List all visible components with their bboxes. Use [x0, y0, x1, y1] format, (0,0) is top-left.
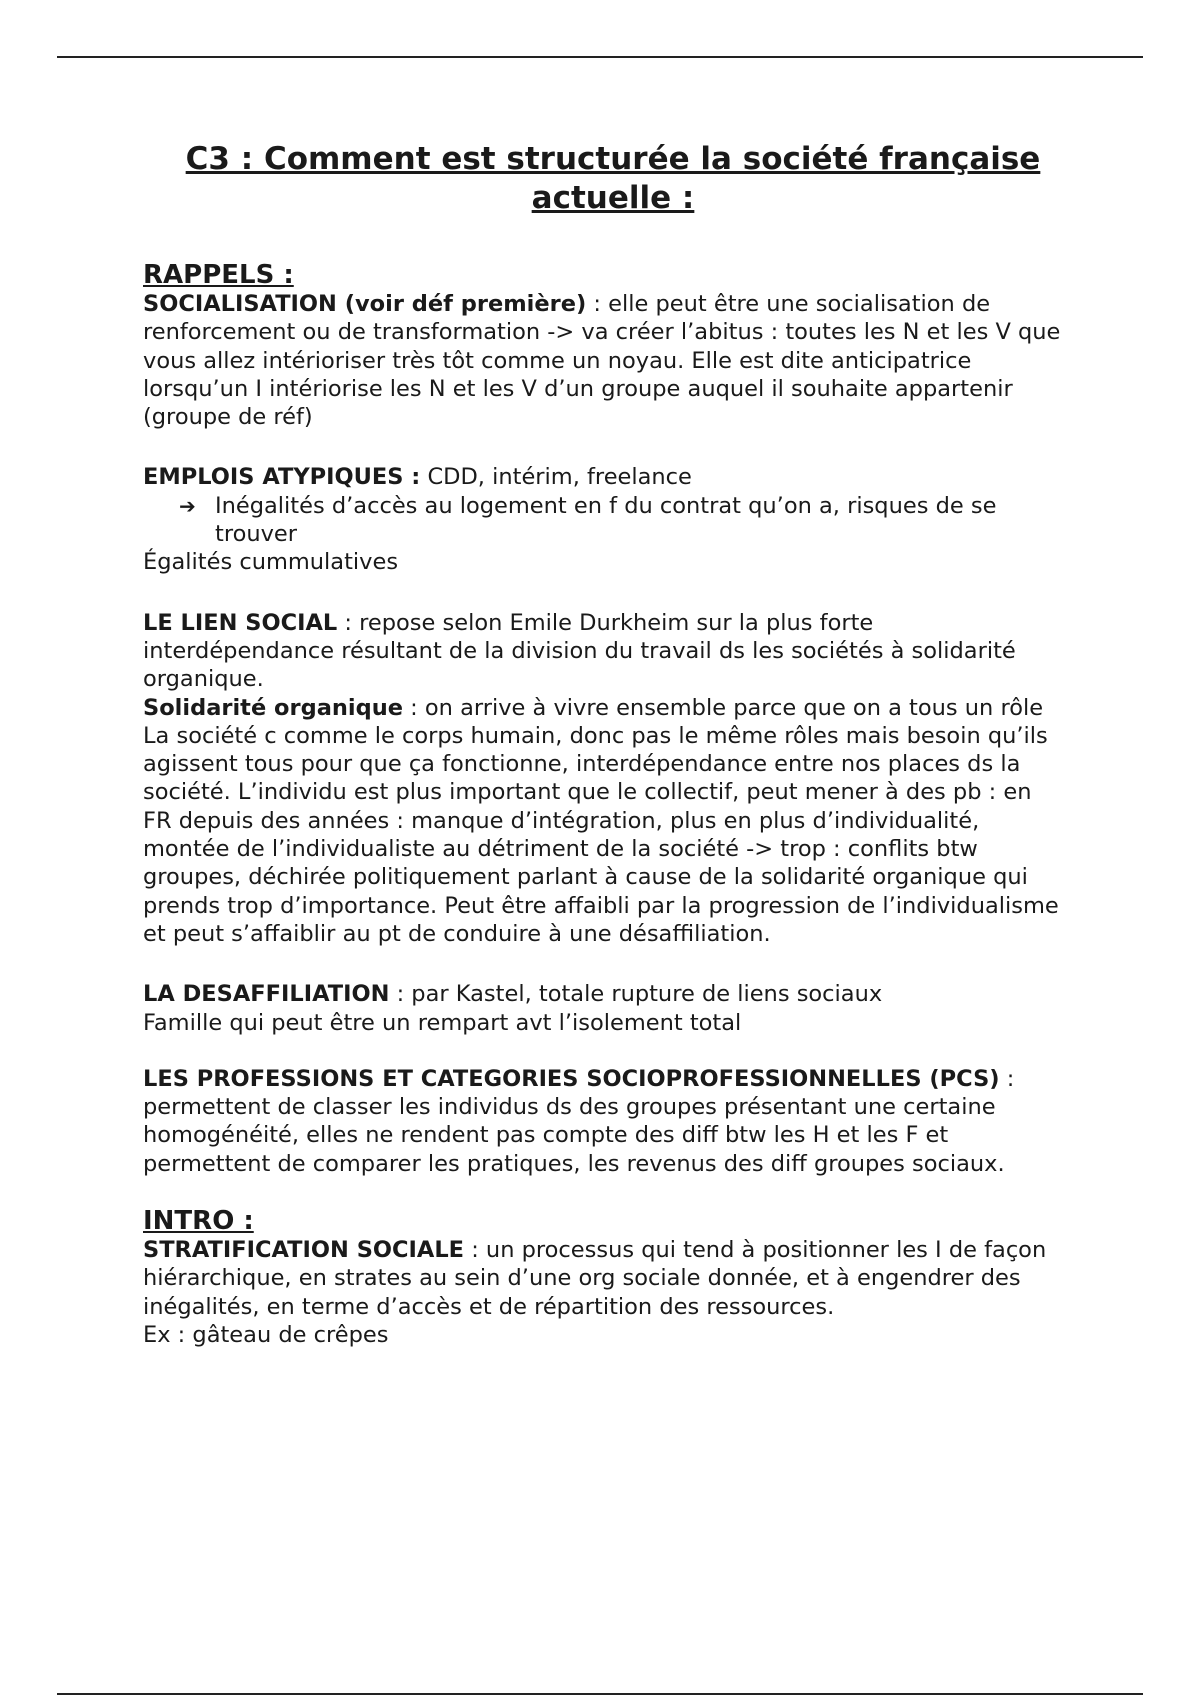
desaffiliation-term: LA DESAFFILIATION [143, 981, 390, 1008]
socialisation-paragraph [143, 290, 1063, 431]
solidarite-text: : on arrive à vivre ensemble parce que on a tous un rôle [403, 694, 1044, 721]
emplois-term: EMPLOIS ATYPIQUES : [143, 464, 421, 491]
document-page [143, 140, 1063, 1349]
lien-social-text: : repose selon Emile Durkheim sur la plus forte interdépendance résultant de la division du travail ds les sociétés à solidarité organique. [143, 609, 1016, 693]
pcs-paragraph [143, 1065, 1063, 1178]
document-title: C3 : Comment est structurée la société française actuelle : [185, 141, 1041, 216]
arrow-right-icon: ➔ [179, 493, 196, 518]
spacer [143, 948, 1063, 980]
solidarite-explanation: La société c comme le corps humain, donc pas le même rôles mais besoin qu’ils agissent tous pour que ça fonctionne, interdépendance entre nos places ds la société. L’individu est plus important que le collectif, peut mener à des pb : en FR depuis des années : manque d’intégration, plus en plus d’individualité, montée de l’individualiste au détriment de la société -> trop : conflits btw groupes, déchirée politiquement parlant à cause de la solidarité organique qui prends trop d’importance. Peut être affaibli par la progression de l’individualisme et peut s’affaiblir au pt de conduire à une désaffiliation. [143, 722, 1059, 947]
desaffiliation-paragraph [143, 980, 1063, 1008]
spacer [143, 1178, 1063, 1206]
lien-social-paragraph [143, 609, 1063, 694]
socialisation-text: : elle peut être une socialisation de renforcement ou de transformation -> va créer l’abitus : toutes les N et les V que vous allez intérioriser très tôt comme un noyau. Elle est dite anticipatrice lorsqu’un I intériorise les N et les V d’un groupe auquel il souhaite appartenir (groupe de réf) [143, 291, 1061, 431]
spacer [143, 577, 1063, 609]
stratification-text: : un processus qui tend à positionner les I de façon hiérarchique, en strates au sein d’une org sociale donnée, et à engendrer des inégalités, en terme d’accès et de répartition des ressources. [143, 1237, 1047, 1320]
top-rule [57, 56, 1143, 58]
stratification-paragraph [143, 1236, 1063, 1321]
example-line: Ex : gâteau de crêpes [143, 1321, 389, 1348]
spacer [143, 431, 1063, 463]
egalites-line: Égalités cummulatives [143, 549, 399, 576]
socialisation-term: SOCIALISATION (voir déf première) [143, 291, 587, 317]
emplois-paragraph [143, 463, 1063, 491]
solidarite-term: Solidarité organique [143, 694, 403, 721]
intro-heading: INTRO : [143, 1206, 254, 1237]
pcs-term: LES PROFESSIONS ET CATEGORIES SOCIOPROFESSIONNELLES (PCS) [143, 1065, 1000, 1092]
rappels-heading: RAPPELS : [143, 260, 294, 290]
stratification-term: STRATIFICATION SOCIALE [143, 1237, 465, 1264]
lien-social-term: LE LIEN SOCIAL [143, 609, 338, 636]
spacer [143, 1037, 1063, 1065]
desaffiliation-text: : par Kastel, totale rupture de liens sociaux [389, 981, 883, 1008]
pcs-text: : permettent de classer les individus ds des groupes présentant une certaine homogénéité, elles ne rendent pas compte des diff btw les H et les F et permettent de comparer les pratiques, les revenus des diff groupes sociaux. [143, 1065, 1015, 1177]
desaffiliation-line2: Famille qui peut être un rempart avt l’isolement total [143, 1009, 742, 1036]
emplois-bullet-item [143, 492, 1063, 549]
emplois-text: CDD, intérim, freelance [420, 464, 692, 491]
emplois-bullet-text: Inégalités d’accès au logement en f du contrat qu’on a, risques de se trouver [215, 492, 997, 548]
bottom-rule [57, 1693, 1143, 1695]
solidarite-paragraph [143, 694, 1063, 722]
